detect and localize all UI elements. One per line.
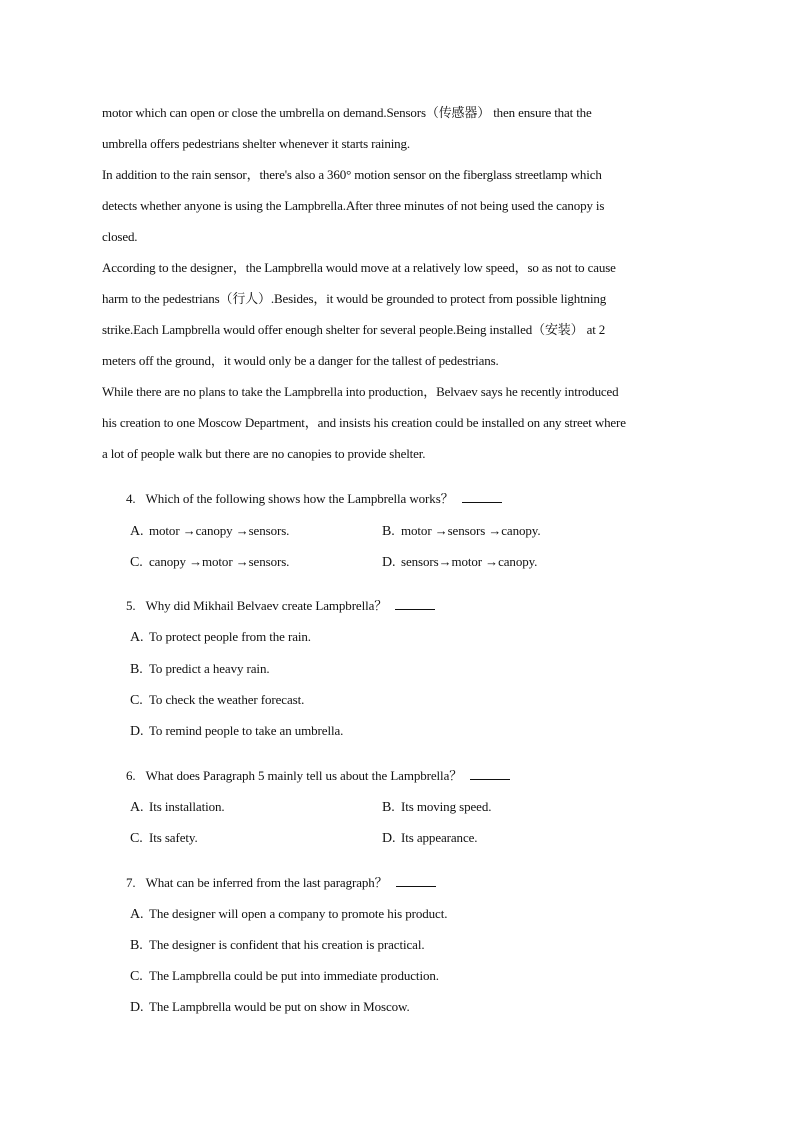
option-letter: A. [130, 524, 144, 539]
option-letter: D. [130, 1000, 144, 1015]
option-text: Its appearance. [401, 830, 478, 845]
question-7-stem [126, 873, 436, 893]
option-letter: B. [130, 938, 143, 953]
option-text: The designer will open a company to promote his product. [149, 906, 448, 921]
question-text: Which of the following shows how the Lampbrella works？ [145, 491, 454, 506]
passage-line: closed. [102, 229, 138, 244]
question-5-stem [126, 596, 435, 616]
option-letter: B. [382, 524, 395, 539]
answer-blank[interactable] [462, 490, 502, 503]
question-6-option-b[interactable] [382, 797, 491, 818]
option-letter: C. [130, 969, 143, 984]
question-text: What does Paragraph 5 mainly tell us about the Lampbrella？ [145, 768, 463, 783]
answer-blank[interactable] [396, 874, 436, 887]
passage-line: harm to the pedestrians（行人）.Besides，it would be grounded to protect from possible lightning [102, 291, 607, 306]
question-6-option-d[interactable] [382, 828, 477, 849]
option-text: motor →canopy →sensors. [149, 523, 290, 538]
option-letter: C. [130, 693, 143, 708]
option-letter: D. [130, 724, 144, 739]
passage-line: While there are no plans to take the Lampbrella into production，Belvaev says he recently introduced [102, 384, 619, 399]
option-text: To remind people to take an umbrella. [149, 723, 344, 738]
option-letter: A. [130, 630, 144, 645]
option-text: motor →sensors →canopy. [401, 523, 541, 538]
option-letter: A. [130, 800, 144, 815]
option-text: canopy →motor →sensors. [149, 554, 290, 569]
option-letter: A. [130, 907, 144, 922]
option-letter: D. [382, 555, 396, 570]
passage-line: motor which can open or close the umbrella on demand.Sensors（传感器） then ensure that the [102, 105, 592, 120]
option-text: sensors→motor →canopy. [401, 554, 538, 569]
answer-blank[interactable] [395, 597, 435, 610]
passage-line: a lot of people walk but there are no canopies to provide shelter. [102, 446, 426, 461]
question-7-option-d[interactable] [130, 997, 410, 1018]
question-4-option-b[interactable] [382, 521, 540, 542]
passage-line: meters off the ground，it would only be a danger for the tallest of pedestrians. [102, 353, 499, 368]
passage-line: detects whether anyone is using the Lampbrella.After three minutes of not being used the canopy is [102, 198, 605, 213]
question-number: 7. [126, 875, 136, 890]
question-5-option-c[interactable] [130, 690, 304, 711]
option-text: Its installation. [149, 799, 225, 814]
passage-line: his creation to one Moscow Department，and insists his creation could be installed on any street where [102, 415, 626, 430]
question-6-option-c[interactable] [130, 828, 198, 849]
option-letter: D. [382, 831, 396, 846]
option-text: To protect people from the rain. [149, 629, 311, 644]
passage-line: umbrella offers pedestrians shelter whenever it starts raining. [102, 136, 410, 151]
option-letter: B. [382, 800, 395, 815]
option-text: The Lampbrella would be put on show in Moscow. [149, 999, 410, 1014]
passage-line: In addition to the rain sensor，there's also a 360° motion sensor on the fiberglass streetlamp which [102, 167, 602, 182]
question-7-option-a[interactable] [130, 904, 447, 925]
option-text: Its moving speed. [401, 799, 492, 814]
option-letter: C. [130, 831, 143, 846]
option-text: Its safety. [149, 830, 198, 845]
question-6-stem [126, 766, 510, 786]
question-number: 5. [126, 598, 136, 613]
question-4-option-a[interactable] [130, 521, 289, 542]
option-text: To check the weather forecast. [149, 692, 305, 707]
question-text: Why did Mikhail Belvaev create Lampbrella？ [145, 598, 388, 613]
question-text: What can be inferred from the last paragraph？ [145, 875, 388, 890]
question-5-option-d[interactable] [130, 721, 343, 742]
question-6-option-a[interactable] [130, 797, 225, 818]
question-7-option-c[interactable] [130, 966, 439, 987]
question-7-option-b[interactable] [130, 935, 425, 956]
question-4-option-c[interactable] [130, 552, 289, 573]
question-number: 4. [126, 491, 136, 506]
option-text: To predict a heavy rain. [149, 661, 270, 676]
passage-line: According to the designer，the Lampbrella would move at a relatively low speed，so as not to cause [102, 260, 616, 275]
question-5-option-a[interactable] [130, 627, 311, 648]
passage [102, 97, 702, 469]
passage-line: strike.Each Lampbrella would offer enough shelter for several people.Being installed（安装） at 2 [102, 322, 606, 337]
question-5-option-b[interactable] [130, 659, 270, 680]
answer-blank[interactable] [470, 767, 510, 780]
question-4-stem [126, 489, 502, 509]
question-number: 6. [126, 768, 136, 783]
option-text: The Lampbrella could be put into immediate production. [149, 968, 439, 983]
option-letter: B. [130, 662, 143, 677]
question-4-option-d[interactable] [382, 552, 537, 573]
option-letter: C. [130, 555, 143, 570]
option-text: The designer is confident that his creation is practical. [149, 937, 425, 952]
